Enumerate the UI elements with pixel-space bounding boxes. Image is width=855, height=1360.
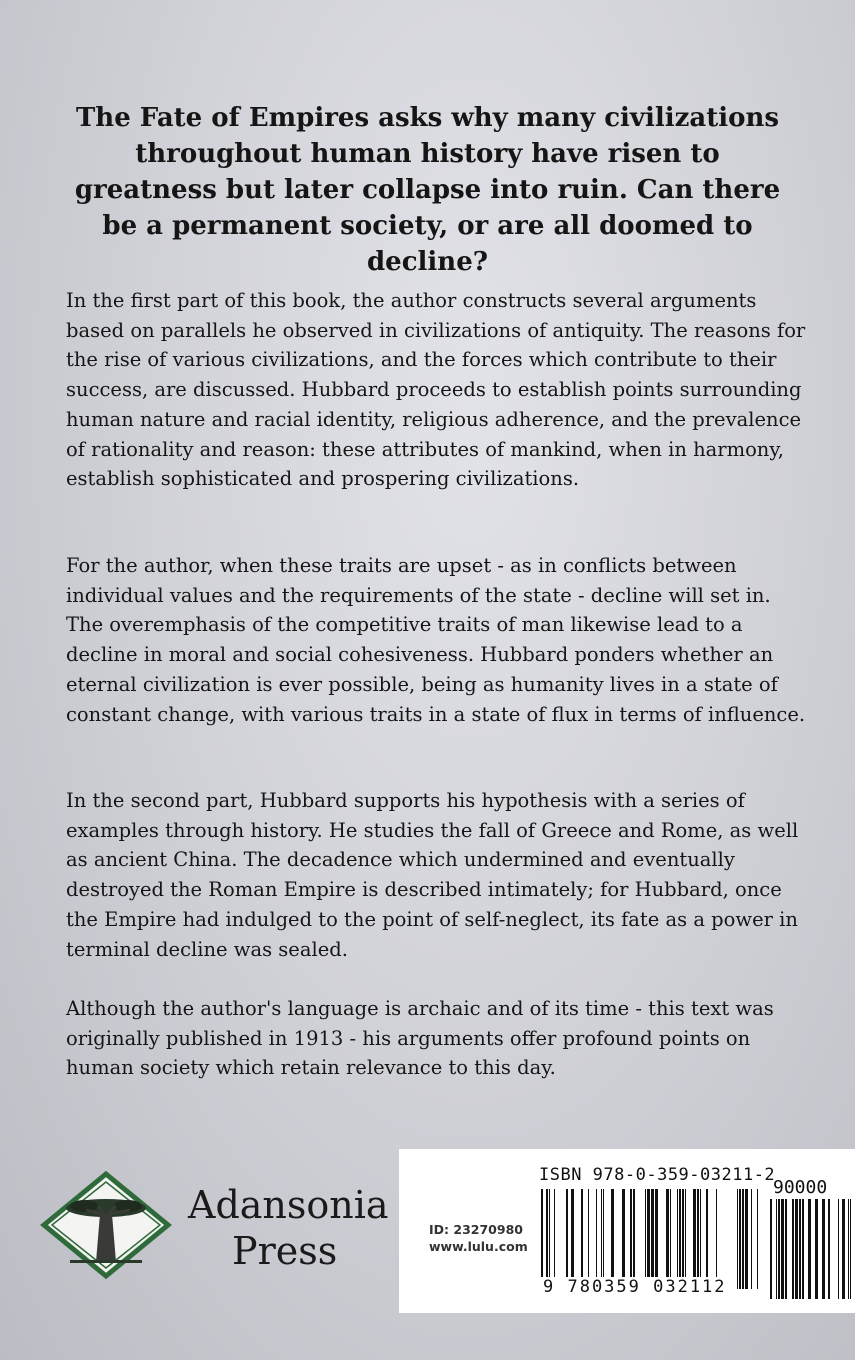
barcode-panel (399, 1149, 855, 1313)
price-addon-text: 90000 (773, 1177, 828, 1198)
blurb-paragraph-1: In the first part of this book, the author constructs several arguments based on parallels he observed in civilizations of antiquity. The reasons for the rise of various civilizations, and the forces which contribute to their success, are discussed. Hubbard proceeds to establish points surrounding human nature and racial identity, religious adherence, and the prevalence of rationality and reason: these attributes of mankind, when in harmony, establish sophisticated and prospering civilizations. (66, 289, 806, 491)
lulu-id: ID: 23270980 (429, 1222, 523, 1237)
lulu-url: www.lulu.com (429, 1239, 528, 1254)
blurb-headline: The Fate of Empires asks why many civilizations throughout human history have risen to greatness but later collapse into ruin. Can there be a permanent society, or are all doomed to decline? (74, 103, 781, 277)
isbn-text: ISBN 978-0-359-03211-2 (539, 1165, 776, 1185)
publisher-name-line1: Adansonia (188, 1183, 389, 1227)
publisher-logo (40, 1170, 389, 1280)
ean-digits: 9 780359 032112 (543, 1277, 727, 1297)
blurb-paragraph-4: Although the author's language is archaic and of its time - this text was originally published in 1913 - his arguments offer profound points on human society which retain relevance to this day. (66, 997, 774, 1080)
baobab-tree-icon (40, 1170, 172, 1280)
publisher-name (188, 1182, 389, 1274)
blurb-paragraph-3: In the second part, Hubbard supports his hypothesis with a series of examples through history. He studies the fall of Greece and Rome, as well as ancient China. The decadence which undermined and eventually destroyed the Roman Empire is described intimately; for Hubbard, once the Empire had indulged to the point of self-neglect, its fate as a power in terminal decline was sealed. (66, 789, 799, 961)
publisher-name-line2: Press (232, 1229, 338, 1273)
lulu-id-block (429, 1221, 528, 1255)
blurb-paragraph-2: For the author, when these traits are upset - as in conflicts between individual values and the requirements of the state - decline will set in. The overemphasis of the competitive traits of man likewise lead to a decline in moral and social cohesiveness. Hubbard ponders whether an eternal civilization is ever possible, being as humanity lives in a state of constant change, with various traits in a state of flux in terms of influence. (66, 554, 806, 726)
